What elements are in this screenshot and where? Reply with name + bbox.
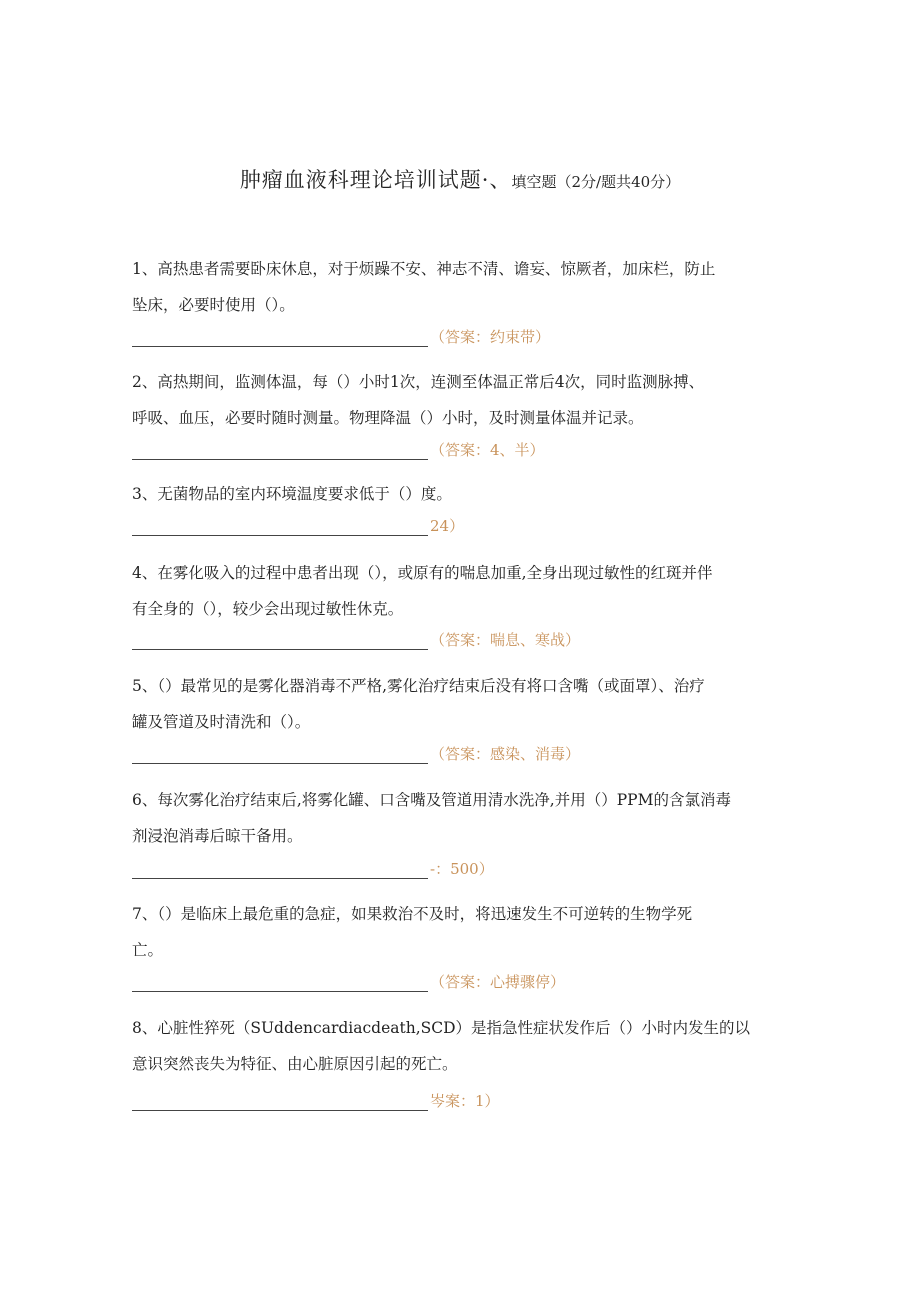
question-text-line: 7、（）是临床上最危重的急症，如果救治不及时，将迅速发生不可逆转的生物学死 — [132, 905, 693, 923]
answer-text: （答案：4、半） — [430, 441, 545, 459]
answer-text: （答案：心搏骤停） — [430, 973, 566, 991]
page-title — [0, 164, 920, 194]
question-text-line: 8、心脏性猝死（SUddencardiacdeath,SCD）是指急性症状发作后（）小时内发生的以 — [132, 1019, 751, 1037]
answer-blank[interactable] — [132, 329, 428, 347]
question-text-line: 坠床，必要时使用（）。 — [132, 296, 295, 314]
question-6 — [132, 790, 792, 846]
question-text-line: 呼吸、血压，必要时随时测量。物理降温（）小时，及时测量体温并记录。 — [132, 409, 644, 427]
question-3 — [132, 484, 792, 504]
answer-row-8 — [132, 1091, 500, 1113]
answer-text: （答案：约束带） — [430, 328, 551, 346]
question-text-line: 2、高热期间，监测体温，每（）小时1次，连测至体温正常后4次，同时监测脉搏、 — [132, 373, 705, 391]
answer-blank[interactable] — [132, 1093, 428, 1111]
answer-row-3 — [132, 516, 464, 538]
answer-row-5 — [132, 744, 580, 766]
answer-blank[interactable] — [132, 632, 428, 650]
question-text-line: 1、高热患者需要卧床休息，对于烦躁不安、神志不清、谵妄、惊厥者，加床栏，防止 — [132, 260, 716, 278]
answer-text: 24） — [430, 517, 465, 535]
answer-row-4 — [132, 630, 580, 652]
question-text-line: 6、每次雾化治疗结束后,将雾化罐、口含嘴及管道用清水洗净,并用（）PPM的含氯消毒 — [132, 791, 731, 809]
question-text-line: 意识突然丧失为特征、由心脏原因引起的死亡。 — [132, 1055, 458, 1073]
question-text-line: 亡。 — [132, 941, 164, 959]
answer-row-2 — [132, 440, 545, 462]
answer-blank[interactable] — [132, 518, 428, 536]
answer-blank[interactable] — [132, 442, 428, 460]
question-text-line: 4、在雾化吸入的过程中患者出现（），或原有的喘息加重,全身出现过敏性的红斑并伴 — [132, 564, 713, 582]
question-text-line: 罐及管道及时清洗和（）。 — [132, 713, 311, 731]
question-8 — [132, 1018, 792, 1074]
question-text-line: 有全身的（），较少会出现过敏性休克。 — [132, 600, 404, 618]
answer-row-7 — [132, 972, 565, 994]
question-text-line: 剂浸泡消毒后晾干备用。 — [132, 827, 303, 845]
answer-blank[interactable] — [132, 861, 428, 879]
answer-text: 岑案：1） — [430, 1092, 500, 1110]
question-2 — [132, 372, 792, 428]
answer-text: （答案：感染、消毒） — [430, 745, 581, 763]
title-main: 肿瘤血液科理论培训试题·、 — [239, 168, 512, 192]
question-7 — [132, 904, 792, 960]
answer-blank[interactable] — [132, 974, 428, 992]
answer-row-1 — [132, 327, 550, 349]
question-5 — [132, 676, 792, 732]
question-4 — [132, 563, 792, 619]
answer-blank[interactable] — [132, 746, 428, 764]
answer-text: -：500） — [430, 860, 494, 878]
answer-row-6 — [132, 859, 494, 881]
question-1 — [132, 259, 792, 315]
question-text-line: 3、无菌物品的室内环境温度要求低于（）度。 — [132, 485, 452, 503]
title-section: 填空题（2分/题共40分） — [511, 173, 681, 191]
answer-text: （答案：喘息、寒战） — [430, 631, 581, 649]
question-text-line: 5、（）最常见的是雾化器消毒不严格,雾化治疗结束后没有将口含嘴（或面罩）、治疗 — [132, 677, 705, 695]
